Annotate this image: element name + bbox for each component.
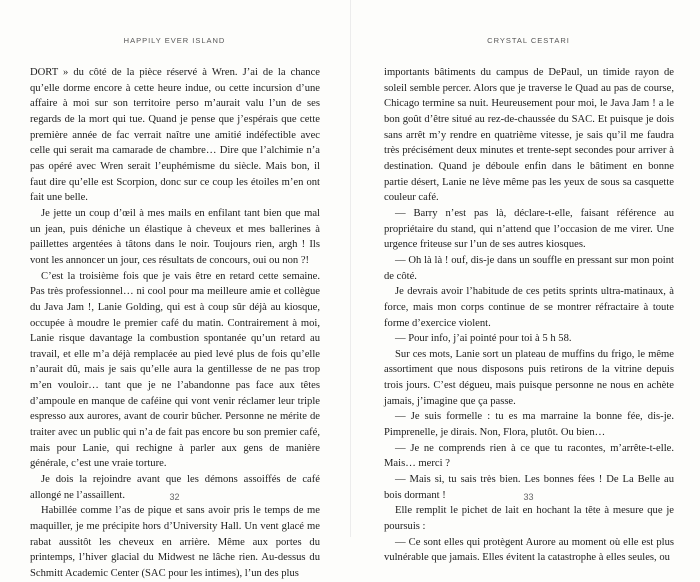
running-head-left: HAPPILY EVER ISLAND [123,36,226,45]
paragraph: — Je ne comprends rien à ce que tu racontes, m’arrête-t-elle. Mais… merci ? [384,442,674,470]
page-number-left: 32 [169,492,180,502]
paragraph: C’est la troisième fois que je vais être en retard cette semaine. Pas très professionnel… ni cool pour ma meilleure amie et collègue du Java Jam !, Lanie Golding, qui est à coup sûr déjà au kiosque, occupée à moudre le premier café du matin. Contrairement à moi, Lanie risque davantage la combustion spontanée qu’un retard au travail, et elle m’a déjà remplacée au pied levé plus de fois qu’elle n’aurait dû, mais je sais qu’elle aura la gentillesse de ne pas trop m’en vouloir… tant que je ne l’abandonne pas face aux têtes d’ampoule en manque de caféine qui vont venir réclamer leur triple espresso aux aurores, avant de courir bûcher. Personne ne mérite de traiter avec un public qui n’a de fait pas encore bu son premier café, mais pour Lanie, qui rechigne à parler aux gens de manière générale, c’est une vraie torture. [30,270,320,470]
right-page-body [384,65,674,566]
paragraph: Habillée comme l’as de pique et sans avoir pris le temps de me maquiller, je me précipite hors d’University Hall. Un vent glacé me rabat aussitôt les cheveux en arrière. Même aux portes du printemps, l’hiver glacial du Midwest ne lâche rien. Au-dessus du Schmitt Academic Center (SAC pour les intimes), l’un des plus [30,505,320,579]
paragraph: Je jette un coup d’œil à mes mails en enfilant tant bien que mal un jean, puis déniche un élastique à cheveux et mes ballerines à paillettes argentées à tâtons dans le noir. Toujours rien, argh ! Ils vont les annoncer un jour, ces résultats de concours, oui ou non ?! [30,207,320,266]
paragraph: — Pour info, j’ai pointé pour toi à 5 h 58. [395,333,572,345]
paragraph: Je devrais avoir l’habitude de ces petits sprints ultra-matinaux, à force, mais mon corps continue de se montrer réfractaire à toute forme d’exercice violent. [384,286,674,329]
gutter-divider [350,0,351,537]
page-number-right: 33 [523,492,534,502]
paragraph: — Oh là là ! ouf, dis-je dans un souffle en pressant sur mon point de côté. [384,254,674,282]
paragraph: importants bâtiments du campus de DePaul, un timide rayon de soleil semble percer. Alors que je traverse le Quad au pas de course, Chicago termine sa nuit. Heureusement pour moi, le Java Jam ! a le bon goût d’être situé au rez-de-chaussée du SAC. Et puisque je dois sans arrêt m’y rendre en quatrième vitesse, je sais qu’il me faudra très précisément deux minutes et trente-sept secondes pour arriver à destination. Quand je déboule enfin dans le bâtiment en bonne partie désert, Lanie ne lève même pas les yeux de sous sa casquette couleur café. [384,67,674,204]
left-page-body [30,65,320,582]
paragraph: DORT » du côté de la pièce réservé à Wren. J’ai de la chance qu’elle dorme encore à cette heure indue, ou cette incursion d’une affaire à moi sur son territoire perso m’aurait valu l’un de ses regards de la mort qui tue. Quand je pense que j’espérais que cette première année de fac verrait naître une amitié indéfectible avec celle qui serait ma camarade de chambre… Dire que l’alchimie n’a pas opéré avec Wren serait l’euphémisme du siècle. Mais bon, il faut dire qu’elle est Scorpion, donc sur ce coup les étoiles m’en ont fait une belle. [30,67,320,204]
left-page [8,0,341,579]
paragraph: — Mais si, tu sais très bien. Les bonnes fées ! De La Belle au bois dormant ! [384,474,674,501]
paragraph: — Barry n’est pas là, déclare-t-elle, faisant référence au propriétaire du stand, qui n’attend que l’occasion de me virer. Une urgence friteuse sur l’un de ses autres kiosques. [384,207,674,251]
paragraph: — Je suis formelle : tu es ma marraine la bonne fée, dis-je. Pimprenelle, je dirais. Non, Flora, plutôt. Ou bien… [384,411,674,439]
paragraph: Sur ces mots, Lanie sort un plateau de muffins du frigo, le même assortiment que nous disposons puis retirons de la vitrine depuis trois jours. C’est dégueu, mais puisque personne ne nous en achète jamais, j’imagine que ça passe. [384,348,674,407]
paragraph: Elle remplit le pichet de lait en hochant la tête à mesure que je poursuis : [384,505,674,533]
running-head-right: CRYSTAL CESTARI [487,36,570,45]
right-page [362,0,695,564]
paragraph: Je dois la rejoindre avant que les démons assoiffés de café allongé ne l’assaillent. [30,474,320,501]
paragraph: — Ce sont elles qui protègent Aurore au moment où elle est plus vulnérable que jamais. Elles évitent la catastrophe à elles seules, ou [384,536,674,564]
